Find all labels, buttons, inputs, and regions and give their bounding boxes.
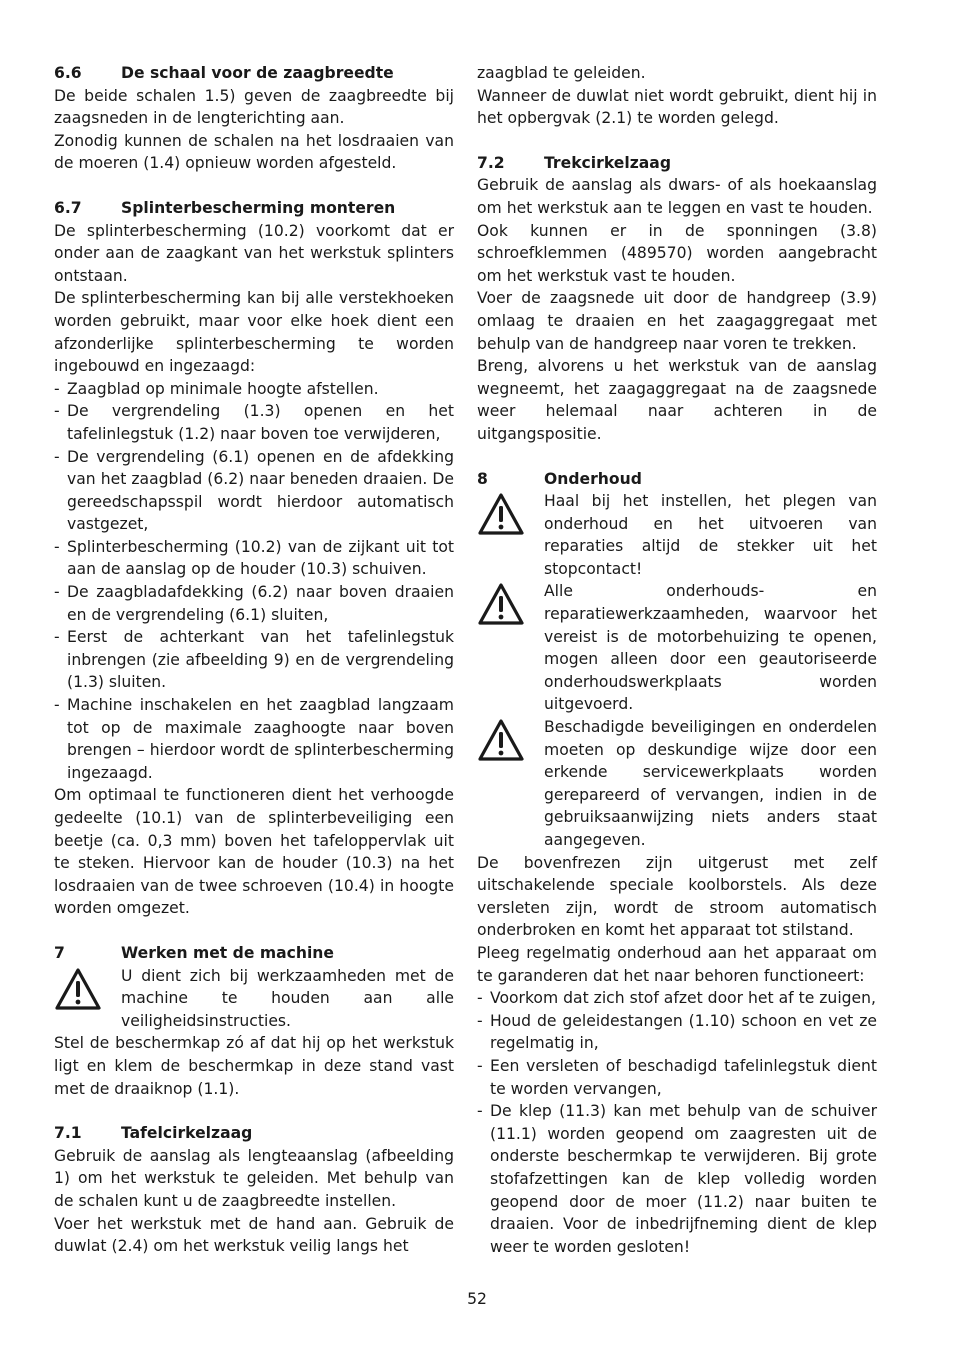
- section-title: Tafelcirkelzaag: [121, 1124, 253, 1143]
- section-7: [54, 942, 454, 1100]
- right-column: [477, 62, 877, 1258]
- list-item: - Eerst de achterkant van het tafelinlegstuk inbrengen (zie afbeelding 9) en de vergrendeling (1.3) sluiten.: [54, 626, 454, 694]
- paragraph: De beide schalen 1.5) geven de zaagbreedte bij zaagsneden in de lengterichting aan.: [54, 86, 454, 128]
- warning-triangle-icon: [54, 965, 121, 1017]
- section-heading: [54, 62, 454, 85]
- paragraph: De splinterbescherming (10.2) voorkomt dat er onder aan de zaagkant van het werkstuk splinters ontstaan.: [54, 221, 454, 285]
- list-item: - Houd de geleidestangen (1.10) schoon en vet ze regelmatig in,: [477, 1010, 877, 1055]
- paragraph: Gebruik de aanslag als dwars- of als hoekaanslag om het werkstuk aan te leggen en vast te houden.: [477, 176, 877, 217]
- paragraph: Voer het werkstuk met de hand aan. Gebruik de duwlat (2.4) om het werkstuk veilig langs het: [54, 1214, 454, 1256]
- list-item: - Voorkom dat zich stof afzet door het af te zuigen,: [477, 987, 877, 1010]
- section-heading: [477, 468, 877, 491]
- section-title: Splinterbescherming monteren: [121, 198, 396, 217]
- list-item: - Machine inschakelen en het zaagblad langzaam tot op de maximale zaaghoogte naar boven brengen – hierdoor wordt de splinterbescherming ingezaagd.: [54, 694, 454, 784]
- list-item: - De vergrendeling (1.3) openen en het tafelinlegstuk (1.2) naar boven toe verwijderen,: [54, 400, 454, 445]
- section-6-7: [54, 197, 454, 920]
- list-item: - De zaagbladafdekking (6.2) naar boven draaien en de vergrendeling (6.1) sluiten,: [54, 581, 454, 626]
- section-number: 6.7: [54, 198, 82, 217]
- warning-block: [54, 965, 454, 1033]
- paragraph: zaagblad te geleiden.: [477, 64, 646, 82]
- maintenance-list: [477, 987, 877, 1258]
- paragraph: Stel de beschermkap zó af dat hij op het werkstuk ligt en klem de beschermkap in deze stand vast met de draaiknop (1.1).: [54, 1034, 454, 1098]
- section-title: De schaal voor de zaagbreedte: [121, 64, 394, 82]
- section-heading: [54, 197, 454, 220]
- warning-block: [477, 490, 877, 580]
- paragraph: Zonodig kunnen de schalen na het losdraaien van de moeren (1.4) opnieuw worden afgesteld.: [54, 131, 454, 173]
- warning-text: Beschadigde beveiligingen en onderdelen moeten op deskundige wijze door een erkende servicewerkplaats worden gerepareerd of vervangen, indien in de gebruiksaanwijzing niets anders staat aangegeven.: [544, 718, 877, 849]
- section-heading: [54, 1122, 454, 1145]
- paragraph: Pleeg regelmatig onderhoud aan het apparaat om te garanderen dat het naar behoren functioneert:: [477, 943, 877, 985]
- warning-text: Haal bij het instellen, het plegen van onderhoud en het uitvoeren van reparaties altijd de stekker uit het stopcontact!: [544, 492, 877, 578]
- paragraph: De splinterbescherming kan bij alle verstekhoeken worden gebruikt, maar voor elke hoek dient een afzonderlijke splinterbescherming te worden ingebouwd en ingezaagd:: [54, 289, 454, 376]
- list-item: - Splinterbescherming (10.2) van de zijkant uit tot aan de aanslag op de houder (10.3) schuiven.: [54, 536, 454, 581]
- page-number: 52: [467, 1290, 487, 1308]
- step-list: [54, 378, 454, 785]
- section-number: 6.6: [54, 64, 82, 82]
- section-title: Werken met de machine: [121, 943, 334, 962]
- section-7-1: [54, 1122, 454, 1258]
- section-8: [477, 468, 877, 1259]
- section-number: 7: [54, 943, 65, 962]
- paragraph: Gebruik de aanslag als lengteaanslag (afbeelding 1) om het werkstuk te geleiden. Met behulp van de schalen kunt u de zaagbreedte instellen.: [54, 1146, 454, 1210]
- warning-triangle-icon: [477, 490, 544, 542]
- list-item: - De vergrendeling (6.1) openen en de afdekking van het zaagblad (6.2) naar beneden draaien. De gereedschapsspil wordt hierdoor automatisch vastgezet,: [54, 446, 454, 536]
- list-item: - De klep (11.3) kan met behulp van de schuiver (11.1) worden geopend om zaagresten uit de onderste beschermkap te verwijderen. Bij grote stofafzettingen kan de klep volledig worden geopend door de moer (11.2) naar buiten te draaien. Voor de inbedrijfneming dient de klep weer te worden gesloten!: [477, 1100, 877, 1258]
- warning-triangle-icon: [477, 716, 544, 768]
- continued-text: [477, 62, 877, 130]
- warning-text: Alle onderhouds- en reparatiewerkzaamheden, waarvoor het vereist is de motorbehuizing te openen, mogen alleen door een geautoriseerde onderhoudswerkplaats worden uitgevoerd.: [544, 582, 877, 714]
- section-number: 8: [477, 469, 488, 488]
- paragraph: Wanneer de duwlat niet wordt gebruikt, dient hij in het opbergvak (2.1) te worden gelegd.: [477, 86, 877, 128]
- section-title: Onderhoud: [544, 469, 642, 488]
- paragraph: Voer de zaagsnede uit door de handgreep (3.9) omlaag te draaien en het zaagaggregaat met behulp van de handgreep naar voren te trekken.: [477, 289, 877, 353]
- left-column: [54, 62, 454, 1258]
- section-title: Trekcirkelzaag: [544, 153, 671, 172]
- warning-block: [477, 580, 877, 716]
- list-item: - Een versleten of beschadigd tafelinlegstuk dient te worden vervangen,: [477, 1055, 877, 1100]
- paragraph: De bovenfrezen zijn uitgerust met zelf uitschakelende speciale koolborstels. Als deze versleten zijn, wordt de stroom automatisch onderbroken en komt het apparaat tot stilstand.: [477, 853, 877, 940]
- list-item: - Zaagblad op minimale hoogte afstellen.: [54, 378, 454, 401]
- paragraph: Ook kunnen er in de sponningen (3.8) schroefklemmen (489570) worden aangebracht om het werkstuk vast te houden.: [477, 221, 877, 285]
- section-heading: [54, 942, 454, 965]
- section-number: 7.1: [54, 1124, 82, 1143]
- section-heading: [477, 152, 877, 175]
- section-7-2: [477, 152, 877, 446]
- warning-triangle-icon: [477, 580, 544, 632]
- paragraph: Breng, alvorens u het werkstuk van de aanslag wegneemt, het zaagaggregaat na de zaagsnede weer helemaal naar achteren in de uitgangspositie.: [477, 357, 877, 443]
- warning-block: [477, 716, 877, 852]
- section-6-6: [54, 62, 454, 175]
- paragraph: Om optimaal te functioneren dient het verhoogde gedeelte (10.1) van de splinterbeveiliging een beetje (ca. 0,3 mm) boven het tafeloppervlak uit te steken. Hiervoor kan de houder (10.3) na het losdraaien van de twee schroeven (10.4) in hoogte worden omgezet.: [54, 786, 454, 918]
- warning-text: U dient zich bij werkzaamheden met de machine te houden aan alle veiligheidsinstructies.: [121, 966, 454, 1030]
- section-number: 7.2: [477, 153, 505, 172]
